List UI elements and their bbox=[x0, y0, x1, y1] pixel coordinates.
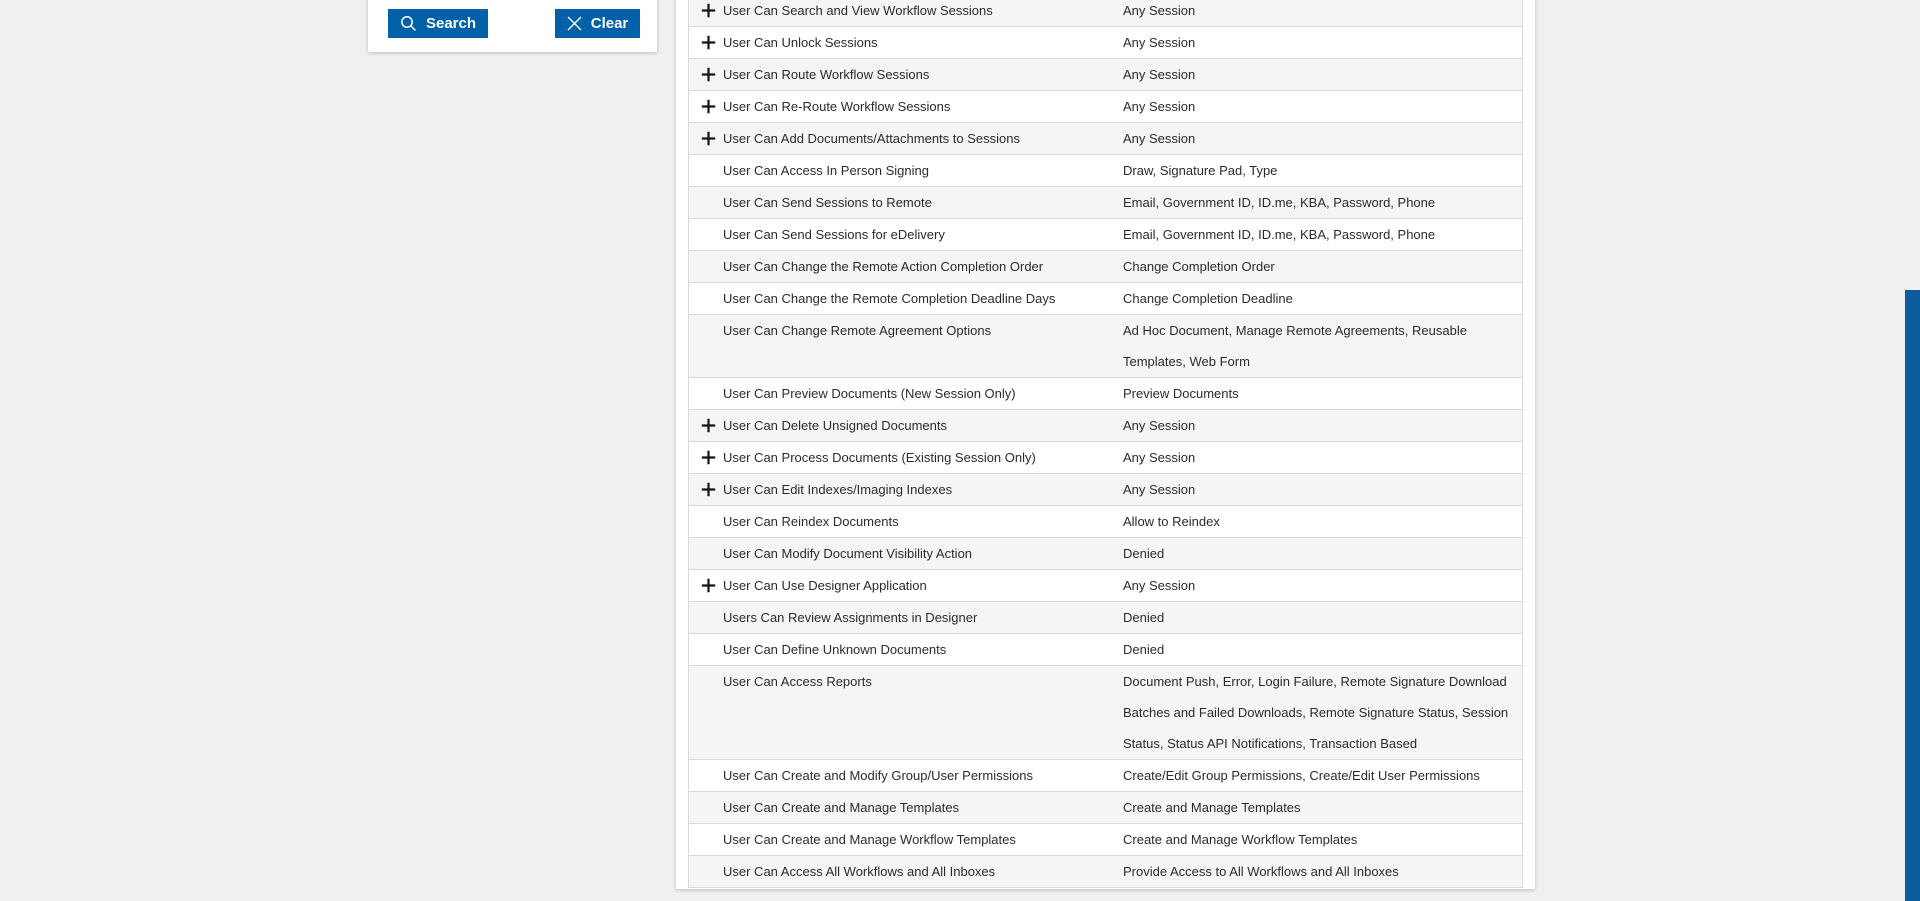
permission-label: User Can Modify Document Visibility Action bbox=[723, 546, 973, 561]
permission-name-cell bbox=[689, 91, 1123, 122]
permission-name-cell bbox=[689, 27, 1123, 58]
permission-name-cell bbox=[689, 59, 1123, 90]
permission-name-cell bbox=[689, 251, 1123, 282]
permission-name-cell bbox=[689, 155, 1123, 186]
permission-value: Denied bbox=[1123, 546, 1165, 561]
table-row[interactable] bbox=[689, 601, 1522, 633]
permission-name-cell bbox=[689, 187, 1123, 218]
expand-plus-icon[interactable] bbox=[701, 123, 717, 154]
table-row[interactable] bbox=[689, 665, 1522, 759]
permission-label: User Can Change the Remote Action Completion Order bbox=[723, 259, 1044, 274]
permission-label: User Can Preview Documents (New Session Only) bbox=[723, 386, 1016, 401]
table-row[interactable] bbox=[689, 377, 1522, 409]
permission-name-cell bbox=[689, 666, 1123, 759]
permission-name-cell bbox=[689, 760, 1123, 791]
permission-name-cell bbox=[689, 506, 1123, 537]
permission-value: Create/Edit Group Permissions, Create/Edit User Permissions bbox=[1123, 768, 1480, 783]
permission-label: User Can Route Workflow Sessions bbox=[723, 67, 930, 82]
permission-name-cell bbox=[689, 378, 1123, 409]
permission-name-cell bbox=[689, 824, 1123, 855]
permission-value: Any Session bbox=[1123, 482, 1196, 497]
table-row[interactable] bbox=[689, 441, 1522, 473]
permission-label: User Can Process Documents (Existing Session Only) bbox=[723, 450, 1036, 465]
table-row[interactable] bbox=[689, 791, 1522, 823]
permission-name-cell bbox=[689, 474, 1123, 505]
permission-name-cell bbox=[689, 283, 1123, 314]
search-button-label: Search bbox=[425, 15, 477, 32]
permission-value: Document Push, Error, Login Failure, Remote Signature Download Batches and Failed Downloads, Remote Signature Status, Session Status, Status API Notifications, Transaction Based bbox=[1123, 674, 1509, 751]
table-row[interactable] bbox=[689, 759, 1522, 791]
permission-name-cell bbox=[689, 602, 1123, 633]
permission-label: User Can Send Sessions for eDelivery bbox=[723, 227, 945, 242]
permission-name-cell bbox=[689, 570, 1123, 601]
table-row[interactable] bbox=[689, 823, 1522, 855]
permission-value: Any Session bbox=[1123, 35, 1196, 50]
permission-label: User Can Access In Person Signing bbox=[723, 163, 929, 178]
permission-label: User Can Create and Manage Templates bbox=[723, 800, 960, 815]
permission-value: Denied bbox=[1123, 610, 1165, 625]
table-row[interactable] bbox=[689, 0, 1522, 26]
permission-value: Create and Manage Workflow Templates bbox=[1123, 832, 1358, 847]
permission-value: Preview Documents bbox=[1123, 386, 1239, 401]
permission-label: Users Can Review Assignments in Designer bbox=[723, 610, 978, 625]
permission-value: Change Completion Order bbox=[1123, 259, 1275, 274]
table-row[interactable] bbox=[689, 218, 1522, 250]
permission-name-cell bbox=[689, 538, 1123, 569]
table-row[interactable] bbox=[689, 314, 1522, 377]
permission-label: User Can Create and Manage Workflow Templates bbox=[723, 832, 1016, 847]
permission-name-cell bbox=[689, 856, 1123, 887]
expand-plus-icon[interactable] bbox=[701, 91, 717, 122]
expand-plus-icon[interactable] bbox=[701, 410, 717, 441]
permission-value: Email, Government ID, ID.me, KBA, Password, Phone bbox=[1123, 227, 1436, 242]
table-row[interactable] bbox=[689, 409, 1522, 441]
table-row[interactable] bbox=[689, 122, 1522, 154]
table-row[interactable] bbox=[689, 633, 1522, 665]
permission-label: User Can Access Reports bbox=[723, 674, 872, 689]
table-row[interactable] bbox=[689, 58, 1522, 90]
permission-value: Any Session bbox=[1123, 418, 1196, 433]
permission-value: Any Session bbox=[1123, 450, 1196, 465]
permission-name-cell bbox=[689, 123, 1123, 154]
table-row[interactable] bbox=[689, 250, 1522, 282]
permission-label: User Can Reindex Documents bbox=[723, 514, 899, 529]
permission-name-cell bbox=[689, 0, 1123, 26]
permission-value: Provide Access to All Workflows and All Inboxes bbox=[1123, 864, 1399, 879]
right-scrollbar-thumb[interactable] bbox=[1905, 290, 1920, 901]
permission-value: Any Session bbox=[1123, 578, 1196, 593]
permission-label: User Can Access All Workflows and All Inboxes bbox=[723, 864, 996, 879]
clear-button[interactable] bbox=[555, 9, 640, 38]
permission-value: Any Session bbox=[1123, 99, 1196, 114]
permission-label: User Can Delete Unsigned Documents bbox=[723, 418, 947, 433]
permission-label: User Can Unlock Sessions bbox=[723, 35, 878, 50]
clear-button-label: Clear bbox=[590, 15, 629, 32]
permission-name-cell bbox=[689, 442, 1123, 473]
permission-name-cell bbox=[689, 219, 1123, 250]
table-row[interactable] bbox=[689, 473, 1522, 505]
permission-value: Ad Hoc Document, Manage Remote Agreements, Reusable Templates, Web Form bbox=[1123, 323, 1467, 369]
permission-value: Denied bbox=[1123, 642, 1165, 657]
table-row[interactable] bbox=[689, 537, 1522, 569]
permission-label: User Can Search and View Workflow Sessions bbox=[723, 3, 993, 18]
expand-plus-icon[interactable] bbox=[701, 0, 717, 26]
permission-value: Any Session bbox=[1123, 3, 1196, 18]
table-row[interactable] bbox=[689, 505, 1522, 537]
permission-label: User Can Change Remote Agreement Options bbox=[723, 323, 992, 338]
permissions-table bbox=[688, 0, 1523, 888]
permission-label: User Can Create and Modify Group/User Permissions bbox=[723, 768, 1033, 783]
permission-label: User Can Define Unknown Documents bbox=[723, 642, 947, 657]
expand-plus-icon[interactable] bbox=[701, 59, 717, 90]
search-button[interactable] bbox=[388, 9, 488, 38]
search-panel bbox=[368, 0, 657, 52]
table-row[interactable] bbox=[689, 154, 1522, 186]
permission-label: User Can Re-Route Workflow Sessions bbox=[723, 99, 951, 114]
expand-plus-icon[interactable] bbox=[701, 570, 717, 601]
expand-plus-icon[interactable] bbox=[701, 27, 717, 58]
permission-value: Change Completion Deadline bbox=[1123, 291, 1293, 306]
permission-label: User Can Add Documents/Attachments to Sessions bbox=[723, 131, 1020, 146]
permission-value: Any Session bbox=[1123, 131, 1196, 146]
permission-label: User Can Edit Indexes/Imaging Indexes bbox=[723, 482, 953, 497]
permission-label: User Can Use Designer Application bbox=[723, 578, 927, 593]
expand-plus-icon[interactable] bbox=[701, 474, 717, 505]
clear-x-icon bbox=[567, 16, 582, 31]
table-row[interactable] bbox=[689, 90, 1522, 122]
table-row[interactable] bbox=[689, 569, 1522, 601]
permission-name-cell bbox=[689, 315, 1123, 377]
permissions-panel bbox=[676, 0, 1535, 889]
table-row[interactable] bbox=[689, 26, 1522, 58]
permission-name-cell bbox=[689, 792, 1123, 823]
permission-value: Allow to Reindex bbox=[1123, 514, 1220, 529]
table-row[interactable] bbox=[689, 282, 1522, 314]
search-icon bbox=[400, 15, 417, 32]
permission-value: Draw, Signature Pad, Type bbox=[1123, 163, 1278, 178]
table-row[interactable] bbox=[689, 855, 1522, 887]
expand-plus-icon[interactable] bbox=[701, 442, 717, 473]
permission-value: Create and Manage Templates bbox=[1123, 800, 1301, 815]
table-row[interactable] bbox=[689, 186, 1522, 218]
permission-name-cell bbox=[689, 410, 1123, 441]
permission-label: User Can Change the Remote Completion Deadline Days bbox=[723, 291, 1056, 306]
permission-value: Email, Government ID, ID.me, KBA, Password, Phone bbox=[1123, 195, 1436, 210]
permission-value: Any Session bbox=[1123, 67, 1196, 82]
permission-label: User Can Send Sessions to Remote bbox=[723, 195, 932, 210]
permission-name-cell bbox=[689, 634, 1123, 665]
